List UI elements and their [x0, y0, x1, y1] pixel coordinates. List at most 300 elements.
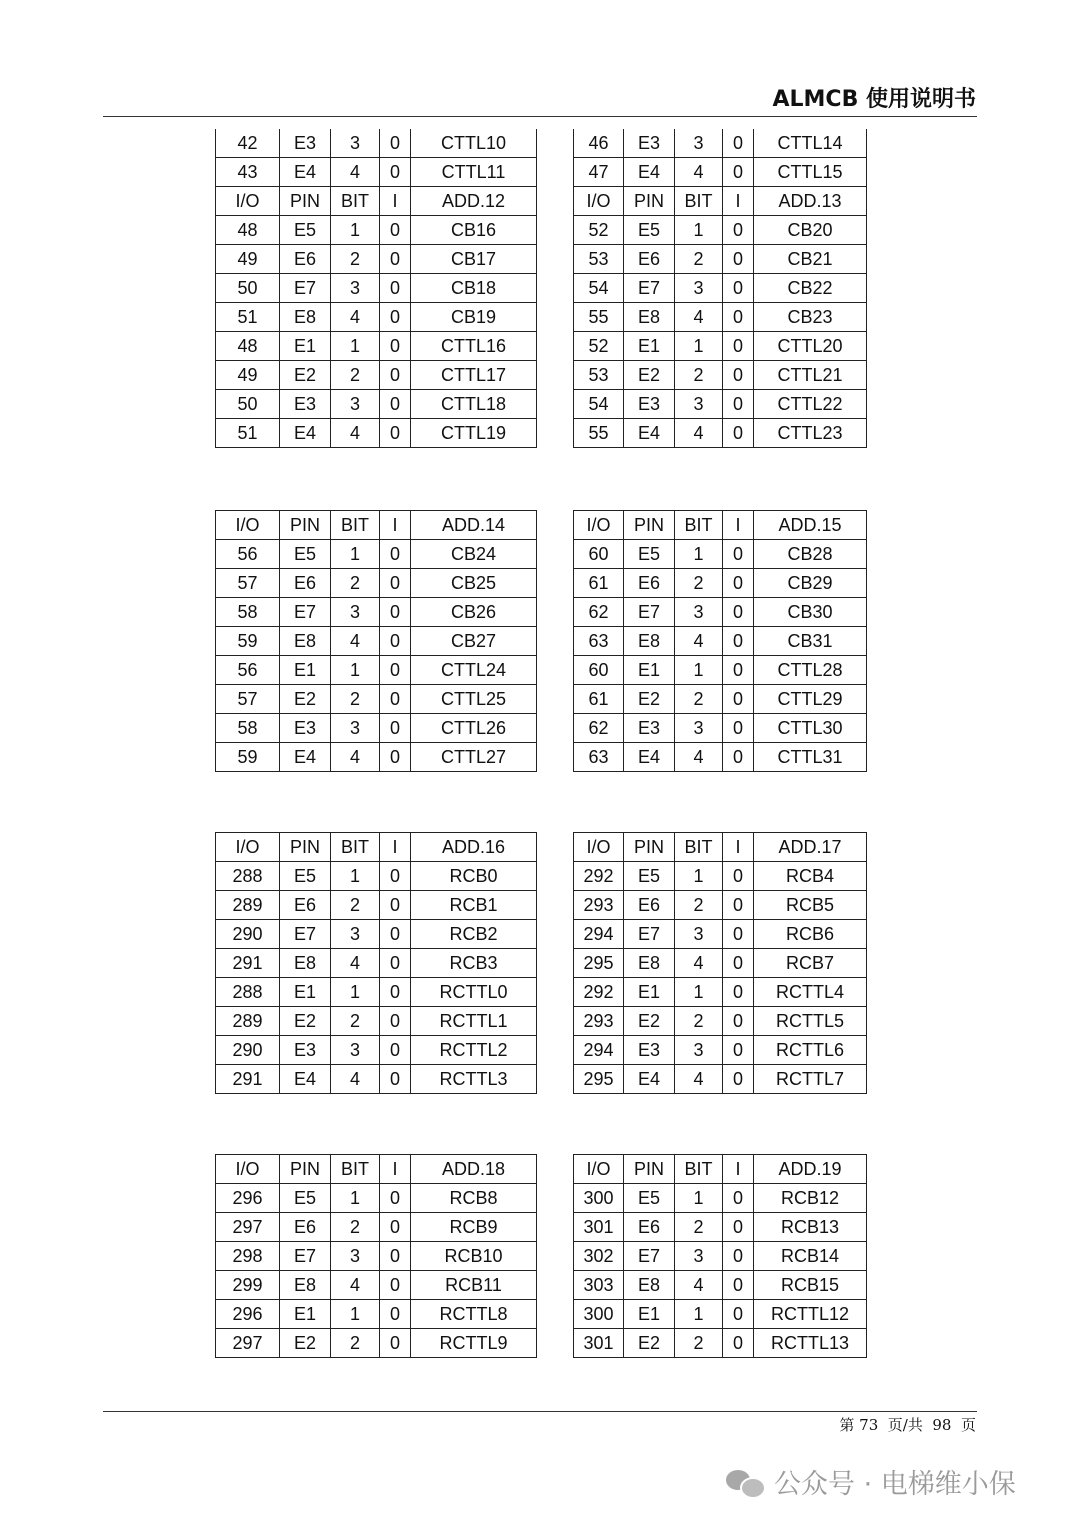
table-row [216, 1213, 537, 1242]
table-cell: 0 [723, 862, 754, 891]
table-cell: 0 [723, 627, 754, 656]
table-row [574, 714, 867, 743]
table-cell: 1 [675, 978, 723, 1007]
table-row [216, 569, 537, 598]
table-cell: ADD.19 [754, 1155, 867, 1184]
table-cell: RCTTL5 [754, 1007, 867, 1036]
table-cell: 0 [380, 419, 411, 448]
table-cell: 0 [380, 685, 411, 714]
table-cell: 293 [574, 1007, 624, 1036]
page-number: 第 73 页/共 98 页 [839, 1416, 976, 1434]
table-cell: E1 [624, 332, 675, 361]
table-cell: 3 [675, 714, 723, 743]
table-cell: 299 [216, 1271, 280, 1300]
table-cell: 294 [574, 1036, 624, 1065]
table-cell: CTTL17 [411, 361, 537, 390]
table-cell: 0 [723, 598, 754, 627]
table-row [574, 978, 867, 1007]
table-cell: 0 [380, 862, 411, 891]
table-cell: RCB8 [411, 1184, 537, 1213]
table-row [216, 332, 537, 361]
io-table-add12 [215, 129, 537, 448]
table-cell: PIN [624, 833, 675, 862]
table-cell: RCTTL7 [754, 1065, 867, 1094]
table-cell: 0 [723, 361, 754, 390]
table-header-row [216, 833, 537, 862]
table-cell: CTTL23 [754, 419, 867, 448]
table-cell: 0 [723, 158, 754, 187]
table-cell: 58 [216, 598, 280, 627]
table-row [216, 1007, 537, 1036]
header-rule [103, 116, 977, 117]
table-cell: 50 [216, 274, 280, 303]
table-cell: 4 [331, 627, 380, 656]
table-cell: 1 [331, 1184, 380, 1213]
table-cell: CB26 [411, 598, 537, 627]
io-table-add17 [573, 832, 867, 1094]
table-cell: 2 [331, 1007, 380, 1036]
table-cell: 0 [380, 1300, 411, 1329]
table-cell: RCTTL3 [411, 1065, 537, 1094]
table-row [574, 1271, 867, 1300]
table-cell: I/O [574, 511, 624, 540]
table-cell: CB23 [754, 303, 867, 332]
table-cell: RCB13 [754, 1213, 867, 1242]
table-cell: CB31 [754, 627, 867, 656]
table-cell: 3 [675, 390, 723, 419]
table-cell: E5 [280, 1184, 331, 1213]
io-table-add15 [573, 510, 867, 772]
table-cell: E4 [624, 419, 675, 448]
table-row [216, 245, 537, 274]
table-cell: PIN [280, 511, 331, 540]
table-cell: ADD.15 [754, 511, 867, 540]
io-table-add18 [215, 1154, 537, 1358]
table-cell: 0 [723, 920, 754, 949]
table-cell: I/O [574, 1155, 624, 1184]
table-cell: 295 [574, 949, 624, 978]
table-cell: 295 [574, 1065, 624, 1094]
table-cell: CB25 [411, 569, 537, 598]
table-cell: CTTL29 [754, 685, 867, 714]
table-row [574, 361, 867, 390]
table-cell: I [380, 511, 411, 540]
table-cell: 0 [723, 1242, 754, 1271]
table-cell: 1 [331, 216, 380, 245]
table-row [574, 1184, 867, 1213]
table-cell: E6 [280, 569, 331, 598]
table-cell: E2 [280, 685, 331, 714]
table-cell: CTTL26 [411, 714, 537, 743]
table-row [216, 714, 537, 743]
table-cell: I/O [216, 187, 280, 216]
table-cell: E3 [280, 129, 331, 158]
table-cell: CTTL31 [754, 743, 867, 772]
table-cell: 300 [574, 1184, 624, 1213]
table-cell: 0 [723, 390, 754, 419]
table-cell: 1 [675, 656, 723, 685]
table-cell: 2 [331, 245, 380, 274]
table-cell: 57 [216, 685, 280, 714]
table-row [574, 419, 867, 448]
table-cell: CTTL25 [411, 685, 537, 714]
table-cell: 0 [723, 129, 754, 158]
io-table-add14 [215, 510, 537, 772]
table-header-row [216, 187, 537, 216]
table-cell: CTTL21 [754, 361, 867, 390]
table-cell: 2 [675, 1329, 723, 1358]
table-cell: 0 [380, 569, 411, 598]
table-cell: 0 [723, 569, 754, 598]
table-row [574, 540, 867, 569]
table-cell: 0 [380, 627, 411, 656]
table-cell: 290 [216, 1036, 280, 1065]
table-cell: E5 [624, 1184, 675, 1213]
table-cell: CTTL16 [411, 332, 537, 361]
table-row [216, 303, 537, 332]
table-row [574, 627, 867, 656]
table-cell: 0 [380, 1242, 411, 1271]
table-cell: 1 [331, 656, 380, 685]
table-cell: 2 [675, 891, 723, 920]
table-cell: 0 [723, 303, 754, 332]
table-row [216, 891, 537, 920]
table-cell: E7 [280, 274, 331, 303]
table-header-row [574, 511, 867, 540]
table-cell: 4 [331, 743, 380, 772]
table-cell: 0 [380, 743, 411, 772]
table-cell: E5 [624, 216, 675, 245]
table-cell: 3 [331, 1036, 380, 1065]
table-cell: RCB5 [754, 891, 867, 920]
table-cell: 3 [331, 598, 380, 627]
table-cell: 0 [723, 274, 754, 303]
table-cell: I/O [216, 833, 280, 862]
table-cell: 292 [574, 862, 624, 891]
table-cell: E3 [280, 390, 331, 419]
table-cell: E3 [624, 129, 675, 158]
table-cell: E6 [624, 569, 675, 598]
table-cell: 4 [331, 1065, 380, 1094]
table-row [574, 1213, 867, 1242]
table-cell: E8 [280, 1271, 331, 1300]
table-cell: 49 [216, 361, 280, 390]
table-cell: E7 [280, 598, 331, 627]
table-cell: 0 [723, 656, 754, 685]
table-cell: ADD.16 [411, 833, 537, 862]
table-cell: 290 [216, 920, 280, 949]
table-row [216, 1036, 537, 1065]
table-row [574, 1036, 867, 1065]
table-cell: CTTL18 [411, 390, 537, 419]
table-cell: CTTL28 [754, 656, 867, 685]
table-cell: 2 [675, 361, 723, 390]
table-cell: 1 [675, 1184, 723, 1213]
table-cell: 0 [723, 685, 754, 714]
table-cell: BIT [675, 833, 723, 862]
table-cell: CTTL10 [411, 129, 537, 158]
table-cell: 0 [380, 245, 411, 274]
io-table-add13 [573, 129, 867, 448]
table-cell: RCB2 [411, 920, 537, 949]
table-cell: RCTTL4 [754, 978, 867, 1007]
table-cell: RCTTL9 [411, 1329, 537, 1358]
table-cell: 0 [380, 158, 411, 187]
table-cell: 4 [331, 1271, 380, 1300]
table-row [574, 1329, 867, 1358]
table-cell: I [723, 187, 754, 216]
table-cell: CB30 [754, 598, 867, 627]
table-cell: 0 [723, 891, 754, 920]
table-cell: E8 [624, 949, 675, 978]
table-row [216, 1329, 537, 1358]
table-cell: PIN [624, 1155, 675, 1184]
table-row [216, 1184, 537, 1213]
table-cell: 0 [380, 332, 411, 361]
table-cell: 42 [216, 129, 280, 158]
table-header-row [574, 187, 867, 216]
table-cell: E1 [624, 656, 675, 685]
table-cell: E7 [624, 1242, 675, 1271]
table-cell: BIT [331, 187, 380, 216]
table-cell: 1 [331, 978, 380, 1007]
wechat-icon [726, 1466, 766, 1498]
table-cell: E8 [624, 303, 675, 332]
table-cell: 1 [675, 1300, 723, 1329]
table-row [216, 216, 537, 245]
table-cell: 1 [675, 540, 723, 569]
table-cell: E7 [624, 920, 675, 949]
table-cell: PIN [280, 1155, 331, 1184]
table-cell: CTTL30 [754, 714, 867, 743]
table-row [574, 1300, 867, 1329]
table-cell: 47 [574, 158, 624, 187]
table-cell: 0 [380, 390, 411, 419]
table-cell: 0 [380, 891, 411, 920]
table-row [574, 390, 867, 419]
table-cell: 4 [675, 158, 723, 187]
table-row [574, 685, 867, 714]
table-cell: PIN [280, 187, 331, 216]
footer-rule [103, 1411, 977, 1412]
table-cell: 303 [574, 1271, 624, 1300]
table-cell: I/O [216, 1155, 280, 1184]
table-cell: E5 [280, 216, 331, 245]
table-cell: E6 [280, 1213, 331, 1242]
table-cell: 4 [331, 949, 380, 978]
table-cell: 297 [216, 1213, 280, 1242]
table-row [216, 274, 537, 303]
io-table-add19 [573, 1154, 867, 1358]
table-cell: 0 [380, 274, 411, 303]
table-cell: 2 [331, 1213, 380, 1242]
table-cell: 3 [331, 274, 380, 303]
table-cell: E8 [624, 627, 675, 656]
table-cell: I/O [574, 187, 624, 216]
table-cell: 293 [574, 891, 624, 920]
table-cell: 2 [675, 245, 723, 274]
table-cell: I [380, 187, 411, 216]
table-cell: 0 [380, 1213, 411, 1242]
table-row [216, 598, 537, 627]
table-cell: 0 [380, 216, 411, 245]
table-cell: 302 [574, 1242, 624, 1271]
table-cell: 4 [675, 949, 723, 978]
table-row [574, 129, 867, 158]
table-cell: 0 [723, 216, 754, 245]
table-cell: 0 [380, 303, 411, 332]
table-cell: E2 [280, 1329, 331, 1358]
table-row [216, 949, 537, 978]
table-cell: 291 [216, 1065, 280, 1094]
table-cell: 0 [723, 332, 754, 361]
table-cell: 62 [574, 598, 624, 627]
table-cell: 4 [331, 419, 380, 448]
table-cell: RCB11 [411, 1271, 537, 1300]
table-cell: 49 [216, 245, 280, 274]
table-cell: BIT [675, 511, 723, 540]
table-cell: CTTL24 [411, 656, 537, 685]
table-cell: CB22 [754, 274, 867, 303]
table-cell: 62 [574, 714, 624, 743]
table-cell: 1 [331, 540, 380, 569]
table-cell: 0 [723, 1065, 754, 1094]
table-cell: 4 [675, 743, 723, 772]
table-cell: E6 [280, 891, 331, 920]
table-cell: 0 [380, 656, 411, 685]
table-cell: 0 [380, 920, 411, 949]
table-cell: 60 [574, 656, 624, 685]
table-header-row [216, 1155, 537, 1184]
table-cell: 0 [723, 1300, 754, 1329]
table-cell: CTTL27 [411, 743, 537, 772]
table-cell: 48 [216, 216, 280, 245]
table-cell: 300 [574, 1300, 624, 1329]
table-row [574, 862, 867, 891]
table-cell: 4 [675, 419, 723, 448]
table-cell: 0 [380, 1065, 411, 1094]
table-cell: CTTL20 [754, 332, 867, 361]
table-cell: 59 [216, 627, 280, 656]
table-cell: 0 [380, 540, 411, 569]
table-row [574, 274, 867, 303]
table-cell: ADD.12 [411, 187, 537, 216]
table-cell: E2 [280, 1007, 331, 1036]
table-row [216, 540, 537, 569]
table-cell: I/O [216, 511, 280, 540]
table-row [216, 1065, 537, 1094]
table-cell: 48 [216, 332, 280, 361]
table-cell: 4 [675, 303, 723, 332]
table-cell: CB18 [411, 274, 537, 303]
table-row [574, 598, 867, 627]
table-row [574, 743, 867, 772]
table-cell: 61 [574, 569, 624, 598]
table-cell: 52 [574, 332, 624, 361]
table-cell: 0 [380, 1271, 411, 1300]
table-cell: 1 [331, 332, 380, 361]
table-cell: CB24 [411, 540, 537, 569]
table-cell: CB16 [411, 216, 537, 245]
table-cell: RCTTL2 [411, 1036, 537, 1065]
table-cell: E4 [280, 743, 331, 772]
table-cell: 0 [380, 1036, 411, 1065]
table-cell: RCTTL13 [754, 1329, 867, 1358]
table-cell: 301 [574, 1213, 624, 1242]
table-cell: 0 [723, 978, 754, 1007]
io-table-add16 [215, 832, 537, 1094]
table-cell: 0 [723, 1329, 754, 1358]
table-cell: 0 [723, 714, 754, 743]
table-cell: 55 [574, 419, 624, 448]
table-cell: 0 [723, 1271, 754, 1300]
table-cell: E2 [624, 1329, 675, 1358]
table-cell: I [380, 833, 411, 862]
table-cell: 4 [331, 303, 380, 332]
table-cell: 298 [216, 1242, 280, 1271]
table-cell: 43 [216, 158, 280, 187]
table-cell: CB21 [754, 245, 867, 274]
table-cell: 52 [574, 216, 624, 245]
table-row [216, 158, 537, 187]
table-cell: E7 [280, 920, 331, 949]
table-cell: RCB6 [754, 920, 867, 949]
table-cell: RCB10 [411, 1242, 537, 1271]
table-cell: 2 [675, 1213, 723, 1242]
table-row [216, 656, 537, 685]
table-row [574, 569, 867, 598]
table-row [216, 920, 537, 949]
table-cell: 0 [380, 978, 411, 1007]
table-header-row [574, 1155, 867, 1184]
table-cell: E4 [280, 419, 331, 448]
table-cell: E6 [624, 891, 675, 920]
table-cell: RCTTL0 [411, 978, 537, 1007]
table-header-row [574, 833, 867, 862]
table-cell: 58 [216, 714, 280, 743]
table-cell: 55 [574, 303, 624, 332]
table-cell: CTTL14 [754, 129, 867, 158]
table-cell: E3 [280, 1036, 331, 1065]
table-cell: CTTL11 [411, 158, 537, 187]
table-cell: E6 [624, 1213, 675, 1242]
table-cell: 2 [675, 1007, 723, 1036]
table-cell: 3 [675, 1036, 723, 1065]
table-row [216, 685, 537, 714]
table-cell: 61 [574, 685, 624, 714]
table-cell: 54 [574, 390, 624, 419]
table-cell: 0 [380, 1007, 411, 1036]
table-cell: 0 [380, 1184, 411, 1213]
table-cell: 0 [380, 598, 411, 627]
table-cell: E1 [280, 978, 331, 1007]
table-cell: E5 [624, 540, 675, 569]
table-cell: 3 [675, 598, 723, 627]
table-cell: 1 [675, 216, 723, 245]
table-cell: RCB3 [411, 949, 537, 978]
table-cell: 0 [723, 1007, 754, 1036]
watermark-text: 公众号 · 电梯维小保 [774, 1469, 1016, 1500]
table-cell: 297 [216, 1329, 280, 1358]
table-cell: 60 [574, 540, 624, 569]
table-cell: CTTL15 [754, 158, 867, 187]
table-row [574, 949, 867, 978]
table-cell: E5 [280, 862, 331, 891]
table-cell: 63 [574, 743, 624, 772]
table-cell: BIT [331, 511, 380, 540]
table-cell: E4 [624, 1065, 675, 1094]
table-cell: 294 [574, 920, 624, 949]
